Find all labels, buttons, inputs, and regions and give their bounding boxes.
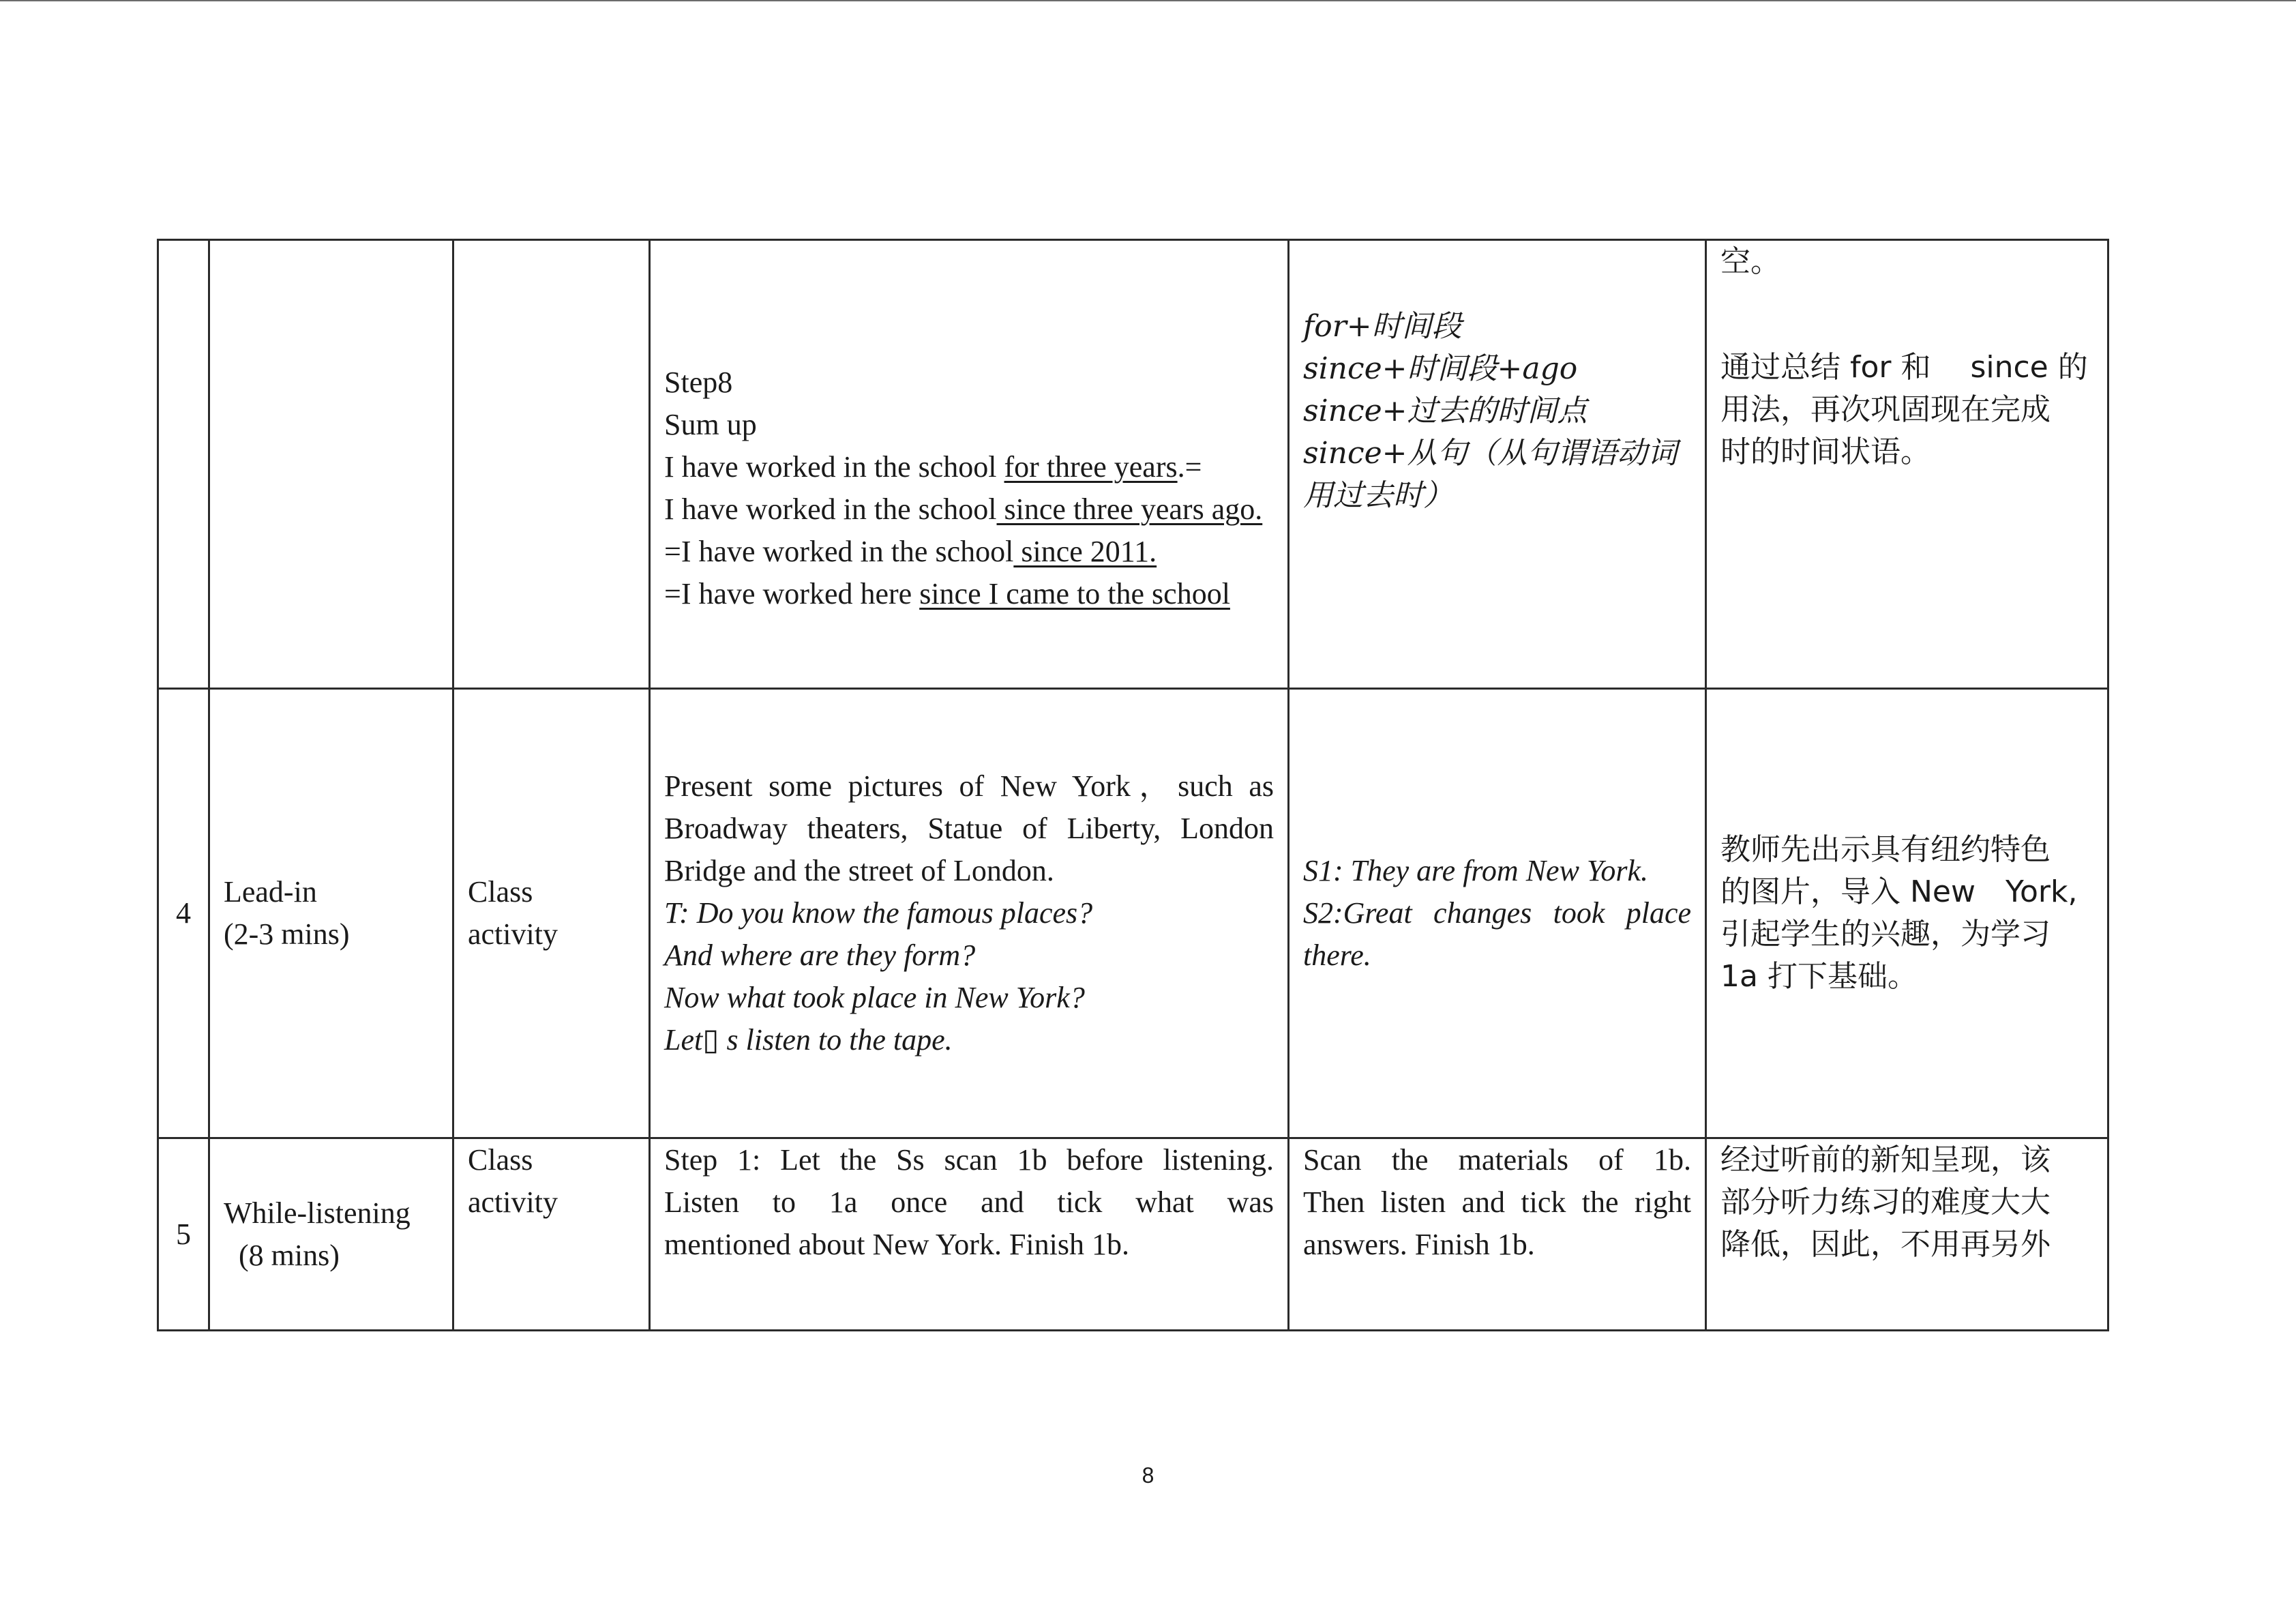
- sentence-line: =I have worked here since I came to the school: [664, 576, 1230, 610]
- step-subtitle: Sum up: [664, 407, 757, 441]
- stage-cell: Lead-in (2-3 mins): [209, 689, 453, 1138]
- design-intent-cell: 经过听前的新知呈现，该 部分听力练习的难度大大 降低，因此，不用再另外: [1706, 1138, 2108, 1331]
- page-number: 8: [1142, 1463, 1154, 1488]
- table-row: [158, 240, 2108, 689]
- step-title: Step8: [664, 365, 733, 399]
- teacher-activity-cell: Present some pictures of New York，such as Broadway theaters, Statue of Liberty, London Bridge and the street of London. T: Do you know the famous places? And where are they form? Now what took place in New York? Let▯ s listen to the tape.: [650, 689, 1289, 1138]
- step-number-cell: 4: [158, 689, 209, 1138]
- table-row: [158, 1138, 2108, 1331]
- step-number-cell: [158, 240, 209, 689]
- page-top-rule: [0, 0, 2296, 1]
- mode-cell: Class activity: [453, 689, 650, 1138]
- sentence-line: I have worked in the school since three years ago.: [664, 492, 1263, 526]
- mode-cell: [453, 240, 650, 689]
- design-intent-cell: 教师先出示具有纽约特色 的图片，导入 New York, 引起学生的兴趣，为学习 1a 打下基础。: [1706, 689, 2108, 1138]
- sentence-line: I have worked in the school for three years.=: [664, 449, 1202, 484]
- student-activity-cell: for+时间段 since+时间段+ago since+过去的时间点 since+从句（从句谓语动词 用过去时）: [1289, 240, 1706, 689]
- mode-cell: Class activity: [453, 1138, 650, 1331]
- stage-cell: While-listening (8 mins): [209, 1138, 453, 1331]
- lesson-plan-table: [157, 239, 2109, 1331]
- student-activity-cell: Scan the materials of 1b. Then listen and tick the right answers. Finish 1b.: [1289, 1138, 1706, 1331]
- sentence-line: =I have worked in the school since 2011.: [664, 534, 1157, 568]
- stage-cell: [209, 240, 453, 689]
- student-activity-cell: S1: They are from New York. S2:Great changes took place there.: [1289, 689, 1706, 1138]
- teacher-activity-cell: Step 1: Let the Ss scan 1b before listening. Listen to 1a once and tick what was mentioned about New York. Finish 1b.: [650, 1138, 1289, 1331]
- teacher-activity-cell: [650, 240, 1289, 689]
- design-intent-cell: 空。 通过总结 for 和 since 的 用法，再次巩固现在完成 时的时间状语。: [1706, 240, 2108, 689]
- step-number-cell: 5: [158, 1138, 209, 1331]
- table-row: [158, 689, 2108, 1138]
